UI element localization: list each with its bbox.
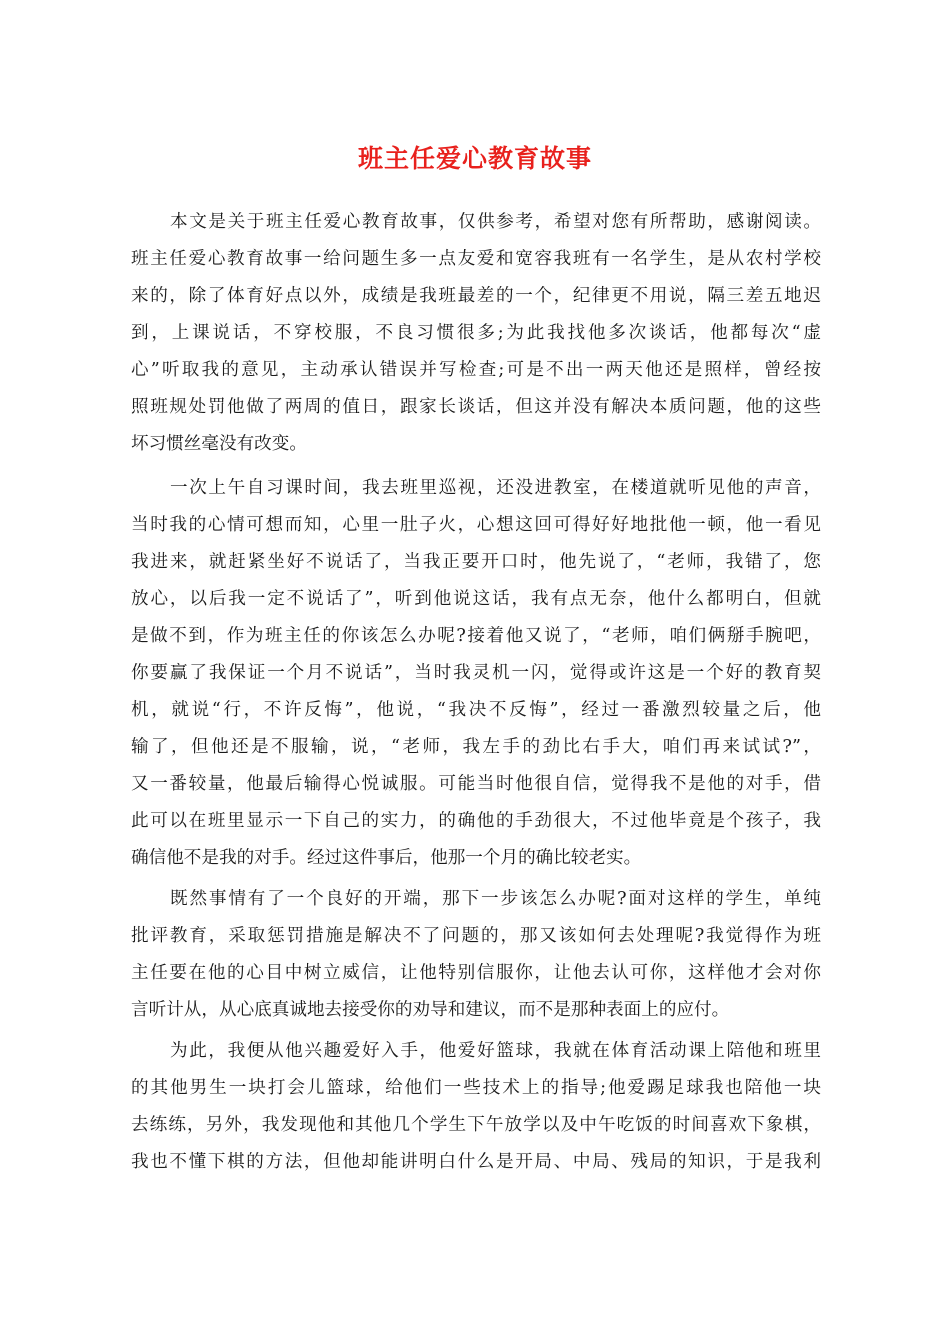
text-line: 我也不懂下棋的方法，但他却能讲明白什么是开局、中局、残局的知识，于是我利 xyxy=(131,1152,821,1172)
text-line: 既然事情有了一个良好的开端，那下一步该怎么办呢?面对这样的学生，单纯 xyxy=(170,889,821,909)
text-line: 照班规处罚他做了两周的值日，跟家长谈话，但这并没有解决本质问题，他的这些 xyxy=(131,397,821,417)
text-line: 当时我的心情可想而知，心里一肚子火，心想这回可得好好地批他一顿，他一看见 xyxy=(131,515,821,535)
text-line: 又一番较量，他最后输得心悦诚服。可能当时他很自信，觉得我不是他的对手，借 xyxy=(131,774,821,794)
text-line: 班主任爱心教育故事一给问题生多一点友爱和宽容我班有一名学生，是从农村学校 xyxy=(131,249,821,269)
text-line: 的其他男生一块打会儿篮球，给他们一些技术上的指导;他爱踢足球我也陪他一块 xyxy=(131,1078,821,1098)
text-line: 放心，以后我一定不说话了”，听到他说这话，我有点无奈，他什么都明白，但就 xyxy=(131,589,821,609)
text-line: 机，就说“行，不许反悔”，他说，“我决不反悔”，经过一番激烈较量之后，他 xyxy=(131,700,821,720)
text-line: 心”听取我的意见，主动承认错误并写检查;可是不出一两天他还是照样，曾经按 xyxy=(131,360,821,380)
text-line: 确信他不是我的对手。经过这件事后，他那一个月的确比较老实。 xyxy=(131,848,642,868)
text-line: 到，上课说话，不穿校服，不良习惯很多;为此我找他多次谈话，他都每次“虚 xyxy=(131,323,821,343)
text-line: 一次上午自习课时间，我去班里巡视，还没进教室，在楼道就听见他的声音， xyxy=(170,478,821,498)
text-line: 此可以在班里显示一下自己的实力，的确他的手劲很大，不过他毕竟是个孩子，我 xyxy=(131,811,821,831)
text-line: 坏习惯丝毫没有改变。 xyxy=(131,434,307,454)
text-line: 言听计从，从心底真诚地去接受你的劝导和建议，而不是那种表面上的应付。 xyxy=(131,1000,730,1020)
text-line: 为此，我便从他兴趣爱好入手，他爱好篮球，我就在体育活动课上陪他和班里 xyxy=(170,1041,821,1061)
text-line: 我进来，就赶紧坐好不说话了，当我正要开口时，他先说了，“老师，我错了，您 xyxy=(131,552,821,572)
text-line: 去练练，另外，我发现他和其他几个学生下午放学以及中午吃饭的时间喜欢下象棋， xyxy=(131,1115,821,1135)
text-line: 是做不到，作为班主任的你该怎么办呢?接着他又说了，“老师，咱们俩掰手腕吧， xyxy=(131,626,821,646)
text-line: 批评教育，采取惩罚措施是解决不了问题的，那又该如何去处理呢?我觉得作为班 xyxy=(131,926,821,946)
text-line: 本文是关于班主任爱心教育故事，仅供参考，希望对您有所帮助，感谢阅读。 xyxy=(170,212,821,232)
text-line: 输了，但他还是不服输，说，“老师，我左手的劲比右手大，咱们再来试试?”， xyxy=(131,737,821,757)
document-title: 班主任爱心教育故事 xyxy=(357,144,592,173)
text-line: 主任要在他的心目中树立威信，让他特别信服你，让他去认可你，这样他才会对你 xyxy=(131,963,821,983)
text-line: 你要赢了我保证一个月不说话”，当时我灵机一闪，觉得或许这是一个好的教育契 xyxy=(131,663,821,683)
text-line: 来的，除了体育好点以外，成绩是我班最差的一个，纪律更不用说，隔三差五地迟 xyxy=(131,286,821,306)
